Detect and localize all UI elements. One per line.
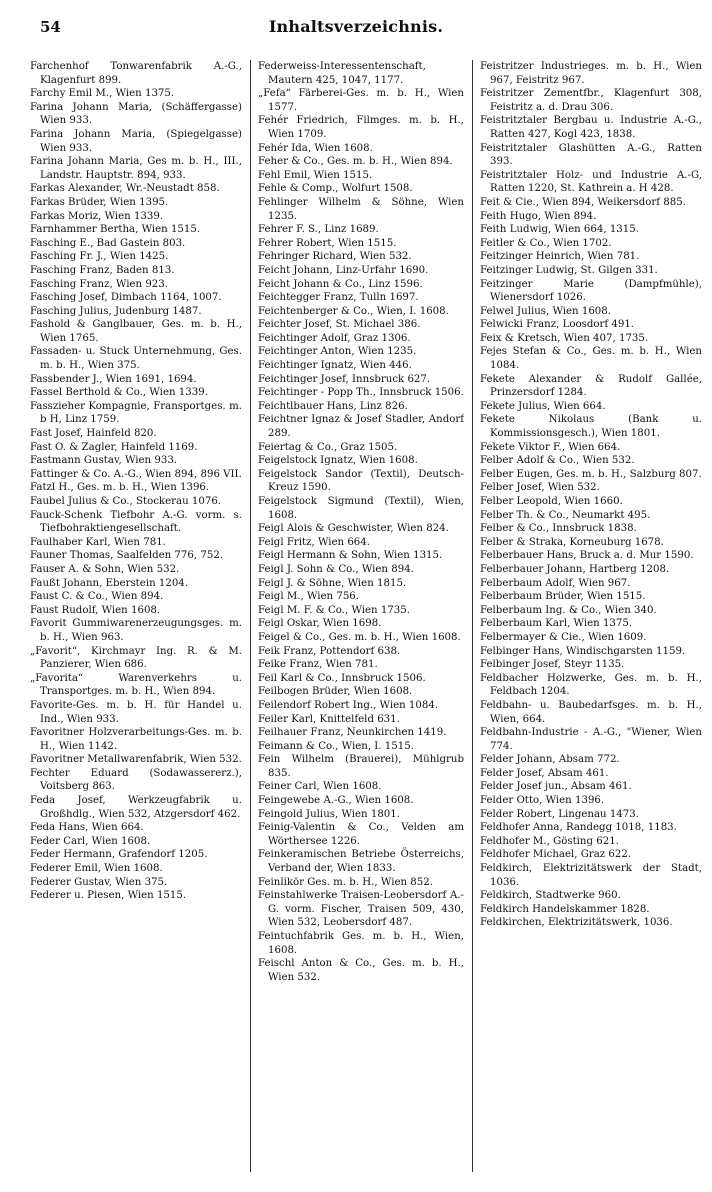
index-entry: Feinstahlwerke Traisen-Leobersdorf A.-G. vorm. Fischer, Traisen 509, 430, Wien 532, Leobersdorf 487. (258, 890, 464, 929)
index-entry: Feichtenberger & Co., Wien, I. 1608. (258, 305, 449, 317)
index-entry: Feichter Josef, St. Michael 386. (258, 319, 421, 331)
index-entry: Felber Th. & Co., Neumarkt 495. (480, 509, 651, 521)
index-entry: Feingold Julius, Wien 1801. (258, 808, 401, 820)
index-entry: Farina Johann Maria, (Schäffergasse) Wien 933. (30, 101, 242, 127)
page-number: 54 (40, 18, 61, 36)
index-entry: Fekete Nikolaus (Bank u. Kommissionsgesch.), Wien 1801. (480, 414, 702, 440)
index-column-1 (30, 60, 242, 1172)
index-entry: Feigl M. F. & Co., Wien 1735. (258, 604, 410, 616)
index-entry: Feigl Alois & Geschwister, Wien 824. (258, 523, 449, 535)
index-entry: Feher & Co., Ges. m. b. H., Wien 894. (258, 156, 453, 168)
index-entry: Feichtinger Anton, Wien 1235. (258, 346, 417, 358)
index-entry: Feichtinger Josef, Innsbruck 627. (258, 373, 431, 385)
index-entry: Feistritztaler Glashütten A.-G., Ratten 393. (480, 142, 702, 168)
index-entry: Feigl J. & Söhne, Wien 1815. (258, 577, 407, 589)
index-entry: Fein Wilhelm (Brauerei), Mühlgrub 835. (258, 754, 464, 779)
index-entry: Fastmann Gustav, Wien 933. (30, 455, 178, 467)
index-entry: Fattinger & Co. A.-G., Wien 894, 896 VII. (30, 468, 242, 480)
index-entry: Feldkirch, Elektrizitätswerk der Stadt, 1036. (480, 863, 702, 888)
index-entry: Faulhaber Karl, Wien 781. (30, 536, 166, 548)
index-entry: Fechter Eduard (Sodawassererz.), Voitsberg 863. (30, 767, 242, 793)
index-entry: Feichtner Ignaz & Josef Stadler, Andorf 289. (258, 414, 464, 440)
index-entry: Federer Gustav, Wien 375. (30, 876, 168, 888)
index-entry: Feingewebe A.-G., Wien 1608. (258, 795, 414, 807)
index-entry: Feistritztaler Holz- und Industrie A.-G, Ratten 1220, St. Kathrein a. H 428. (480, 169, 702, 195)
index-entry: Felberbaum Brüder, Wien 1515. (480, 591, 646, 603)
index-entry: Favoritner Metallwarenfabrik, Wien 532. (30, 754, 242, 766)
index-entry: Fejes Stefan & Co., Ges. m. b. H., Wien 1084. (480, 346, 702, 372)
index-entry: Feinlikör Ges. m. b. H., Wien 852. (258, 876, 433, 888)
index-entry: Feigl J. Sohn & Co., Wien 894. (258, 563, 414, 575)
index-entry: Feder Hermann, Grafendorf 1205. (30, 849, 208, 861)
index-entry: Farkas Brüder, Wien 1395. (30, 196, 169, 208)
index-entry: Feilhauer Franz, Neunkirchen 1419. (258, 727, 447, 739)
column-divider (472, 60, 473, 1172)
index-entry: „Favorita“ Warenverkehrs u. Transportges. m. b. H., Wien 894. (30, 672, 242, 698)
index-entry: Fauser A. & Sohn, Wien 532. (30, 563, 180, 575)
index-entry: Feistritzer Zementfbr., Klagenfurt 308, Feistritz a. d. Drau 306. (480, 88, 702, 113)
index-entry: Fassel Berthold & Co., Wien 1339. (30, 387, 208, 399)
index-entry: Feigl Oskar, Wien 1698. (258, 618, 382, 630)
index-entry: Feiertag & Co., Graz 1505. (258, 441, 398, 453)
index-entry: Fassbender J., Wien 1691, 1694. (30, 373, 197, 385)
index-entry: Feldbahn- u. Baubedarfsges. m. b. H., Wien, 664. (480, 699, 702, 725)
index-entry: Fehér Ida, Wien 1608. (258, 142, 373, 154)
index-entry: Faußt Johann, Eberstein 1204. (30, 577, 189, 589)
index-entry: Fehlinger Wilhelm & Söhne, Wien 1235. (258, 196, 464, 222)
index-entry: Fashold & Ganglbauer, Ges. m. b. H., Wien 1765. (30, 319, 242, 344)
index-entry: Fasching Josef, Dimbach 1164, 1007. (30, 292, 222, 304)
index-entry: Feit & Cie., Wien 894, Weikersdorf 885. (480, 196, 686, 208)
index-entry: Fauck-Schenk Tiefbohr A.-G. vorm. s. Tiefbohraktiengesellschaft. (30, 509, 242, 535)
page-title: Inhaltsverzeichnis. (268, 17, 444, 36)
index-entry: Feigelstock Ignatz, Wien 1608. (258, 455, 418, 467)
index-entry: „Fefa“ Färberei-Ges. m. b. H., Wien 1577. (258, 88, 464, 113)
index-entry: Felberbauer Johann, Hartberg 1208. (480, 563, 670, 575)
index-entry: Felber Eugen, Ges. m. b. H., Salzburg 807. (480, 468, 702, 480)
index-entry: Feilendorf Robert Ing., Wien 1084. (258, 699, 439, 711)
index-entry: Feigel & Co., Ges. m. b. H., Wien 1608. (258, 631, 461, 643)
index-entry: Felber & Co., Innsbruck 1838. (480, 523, 637, 535)
index-entry: Felwicki Franz, Loosdorf 491. (480, 319, 635, 331)
index-entry: Fassaden- u. Stuck Unternehmung, Ges. m. b. H., Wien 375. (30, 346, 242, 372)
index-entry: Feldhofer Anna, Randegg 1018, 1183. (480, 822, 677, 834)
index-entry: Felder Robert, Lingenau 1473. (480, 808, 639, 820)
index-entry: Feistritzer Industrieges. m. b. H., Wien 967, Feistritz 967. (480, 61, 702, 86)
index-entry: Fehrer Robert, Wien 1515. (258, 237, 397, 249)
index-entry: Fasching E., Bad Gastein 803. (30, 237, 186, 249)
index-entry: „Favorit“, Kirchmayr Ing. R. & M. Panzierer, Wien 686. (30, 645, 242, 671)
index-entry: Felber Leopold, Wien 1660. (480, 496, 623, 507)
index-entry: Feiner Carl, Wien 1608. (258, 781, 382, 793)
index-entry: Feichtinger Ignatz, Wien 446. (258, 360, 412, 372)
index-entry: Farina Johann Maria, Ges m. b. H., III., Landstr. Hauptstr. 894, 933. (30, 156, 242, 181)
index-entry: Felbermayer & Cie., Wien 1609. (480, 631, 647, 643)
index-entry: Feichtinger - Popp Th., Innsbruck 1506. (258, 387, 464, 399)
index-entry: Felberbauer Hans, Bruck a. d. Mur 1590. (480, 550, 694, 562)
index-entry: Feiler Karl, Knittelfeld 631. (258, 713, 400, 725)
index-entry: Feichtinger Adolf, Graz 1306. (258, 332, 411, 344)
index-entry: Felberbaum Ing. & Co., Wien 340. (480, 604, 657, 616)
index-entry: Feicht Johann, Linz-Urfahr 1690. (258, 264, 429, 276)
index-entry: Felder Johann, Absam 772. (480, 754, 620, 766)
index-entry: Fasching Fr. J., Wien 1425. (30, 251, 169, 263)
index-entry: Feistritztaler Bergbau u. Industrie A.-G., Ratten 427, Kogl 423, 1838. (480, 115, 702, 140)
index-entry: Farkas Moriz, Wien 1339. (30, 210, 164, 222)
index-entry: Felbinger Hans, Windischgarsten 1159. (480, 645, 686, 657)
index-entry: Fekete Alexander & Rudolf Gallée, Prinzersdorf 1284. (480, 373, 702, 399)
index-entry: Feintuchfabrik Ges. m. b. H., Wien, 1608. (258, 931, 464, 956)
index-entry: Fasching Julius, Judenburg 1487. (30, 305, 202, 317)
index-entry: Feldhofer Michael, Graz 622. (480, 849, 632, 861)
index-entry: Feldkirch Handelskammer 1828. (480, 903, 650, 915)
index-entry: Feischl Anton & Co., Ges. m. b. H., Wien 532. (258, 958, 464, 983)
index-entry: Feith Ludwig, Wien 664, 1315. (480, 224, 639, 236)
index-entry: Feitzinger Heinrich, Wien 781. (480, 251, 640, 263)
index-entry: Feimann & Co., Wien, I. 1515. (258, 740, 414, 752)
index-entry: Feichtegger Franz, Tulln 1697. (258, 292, 419, 304)
index-entry: Feigl Hermann & Sohn, Wien 1315. (258, 550, 443, 562)
index-entry: Fasszieher Kompagnie, Fransportges. m. b H, Linz 1759. (30, 400, 242, 426)
index-entry: Farchenhof Tonwarenfabrik A.-G., Klagenfurt 899. (30, 61, 242, 86)
index-entry: Federer u. Piesen, Wien 1515. (30, 890, 187, 902)
index-entry: Fauner Thomas, Saalfelden 776, 752. (30, 550, 224, 562)
index-entry: Felberbaum Adolf, Wien 967. (480, 577, 631, 589)
index-entry: Feil Karl & Co., Innsbruck 1506. (258, 672, 426, 684)
index-entry: Feldbacher Holzwerke, Ges. m. b. H., Feldbach 1204. (480, 672, 702, 698)
index-entry: Federer Emil, Wien 1608. (30, 863, 163, 875)
index-entry: Feix & Kretsch, Wien 407, 1735. (480, 332, 649, 344)
index-entry: Feitzinger Marie (Dampfmühle), Wienersdorf 1026. (480, 278, 702, 304)
index-entry: Fehle & Comp., Wolfurt 1508. (258, 183, 413, 195)
index-entry: Felber Adolf & Co., Wien 532. (480, 455, 635, 467)
index-entry: Felberbaum Karl, Wien 1375. (480, 618, 633, 630)
index-entry: Felwel Julius, Wien 1608. (480, 305, 612, 317)
index-entry: Feith Hugo, Wien 894. (480, 210, 597, 222)
index-entry: Fasching Franz, Baden 813. (30, 264, 175, 276)
index-entry: Favorit Gummiwarenerzeugungsges. m. b. H., Wien 963. (30, 618, 242, 643)
index-column-3 (480, 60, 702, 1172)
index-entry: Feldhofer M., Gösting 621. (480, 835, 619, 847)
index-entry: Feinig-Valentin & Co., Velden am Wörthersee 1226. (258, 822, 464, 847)
index-entry: Feldkirchen, Elektrizitätswerk, 1036. (480, 917, 673, 929)
index-entry: Feicht Johann & Co., Linz 1596. (258, 278, 423, 290)
index-entry: Faust C. & Co., Wien 894. (30, 591, 164, 603)
index-entry: Felber Josef, Wien 532. (480, 482, 600, 494)
index-entry: Feda Hans, Wien 664. (30, 822, 144, 834)
index-entry: Fekete Julius, Wien 664. (480, 400, 606, 412)
index-entry: Fast O. & Zagler, Hainfeld 1169. (30, 441, 198, 453)
index-entry: Farnhammer Bertha, Wien 1515. (30, 224, 201, 236)
index-entry: Fehrer F. S., Linz 1689. (258, 224, 379, 236)
index-entry: Farina Johann Maria, (Spiegelgasse) Wien 933. (30, 128, 242, 154)
index-entry: Federweiss-Interessentenschaft, Mautern 425, 1047, 1177. (258, 61, 426, 86)
index-entry: Feigl Fritz, Wien 664. (258, 536, 371, 548)
index-entry: Faust Rudolf, Wien 1608. (30, 604, 161, 616)
index-entry: Feda Josef, Werkzeugfabrik u. Großhdlg., Wien 532, Atzgersdorf 462. (30, 795, 242, 820)
index-entry: Fatzl H., Ges. m. b. H., Wien 1396. (30, 482, 210, 494)
index-entry: Feder Carl, Wien 1608. (30, 835, 151, 847)
index-entry: Feitler & Co., Wien 1702. (480, 237, 612, 249)
index-entry: Farkas Alexander, Wr.-Neustadt 858. (30, 183, 220, 195)
index-entry: Feigelstock Sigmund (Textil), Wien, 1608. (258, 496, 464, 521)
index-entry: Feigelstock Sandor (Textil), Deutsch-Kreuz 1590. (258, 468, 464, 494)
index-entry: Feldbahn-Industrie - A.-G., "Wiener, Wien 774. (480, 727, 702, 752)
index-entry: Favoritner Holzverarbeitungs-Ges. m. b. H., Wien 1142. (30, 727, 242, 752)
index-entry: Felbinger Josef, Steyr 1135. (480, 659, 625, 671)
index-entry: Felder Josef, Absam 461. (480, 767, 609, 779)
index-columns (30, 60, 704, 1172)
index-entry: Feigl M., Wien 756. (258, 591, 360, 603)
index-entry: Feldkirch, Stadtwerke 960. (480, 890, 621, 902)
index-entry: Fasching Franz, Wien 923. (30, 278, 169, 290)
index-entry: Fehér Friedrich, Filmges. m. b. H., Wien 1709. (258, 115, 464, 140)
page-header (0, 0, 712, 54)
index-entry: Fehringer Richard, Wien 532. (258, 251, 412, 263)
index-entry: Fehl Emil, Wien 1515. (258, 169, 373, 181)
index-entry: Felder Otto, Wien 1396. (480, 795, 605, 807)
index-entry: Feilbogen Brüder, Wien 1608. (258, 686, 413, 698)
index-entry: Felber & Straka, Korneuburg 1678. (480, 536, 664, 548)
index-entry: Feinkeramischen Betriebe Österreichs, Verband der, Wien 1833. (258, 849, 464, 875)
index-entry: Fekete Viktor F., Wien 664. (480, 441, 621, 453)
index-entry: Favorite-Ges. m. b. H. für Handel u. Ind., Wien 933. (30, 699, 242, 725)
index-entry: Feitzinger Ludwig, St. Gilgen 331. (480, 264, 658, 276)
index-column-2 (258, 60, 464, 1172)
index-entry: Feichtlbauer Hans, Linz 826. (258, 400, 408, 412)
index-entry: Faubel Julius & Co., Stockerau 1076. (30, 496, 222, 507)
index-entry: Farchy Emil M., Wien 1375. (30, 88, 175, 100)
column-divider (250, 60, 251, 1172)
index-entry: Feik Franz, Pottendorf 638. (258, 645, 401, 657)
index-entry: Felder Josef jun., Absam 461. (480, 781, 632, 793)
index-entry: Fast Josef, Hainfeld 820. (30, 428, 157, 440)
index-entry: Feike Franz, Wien 781. (258, 659, 378, 671)
